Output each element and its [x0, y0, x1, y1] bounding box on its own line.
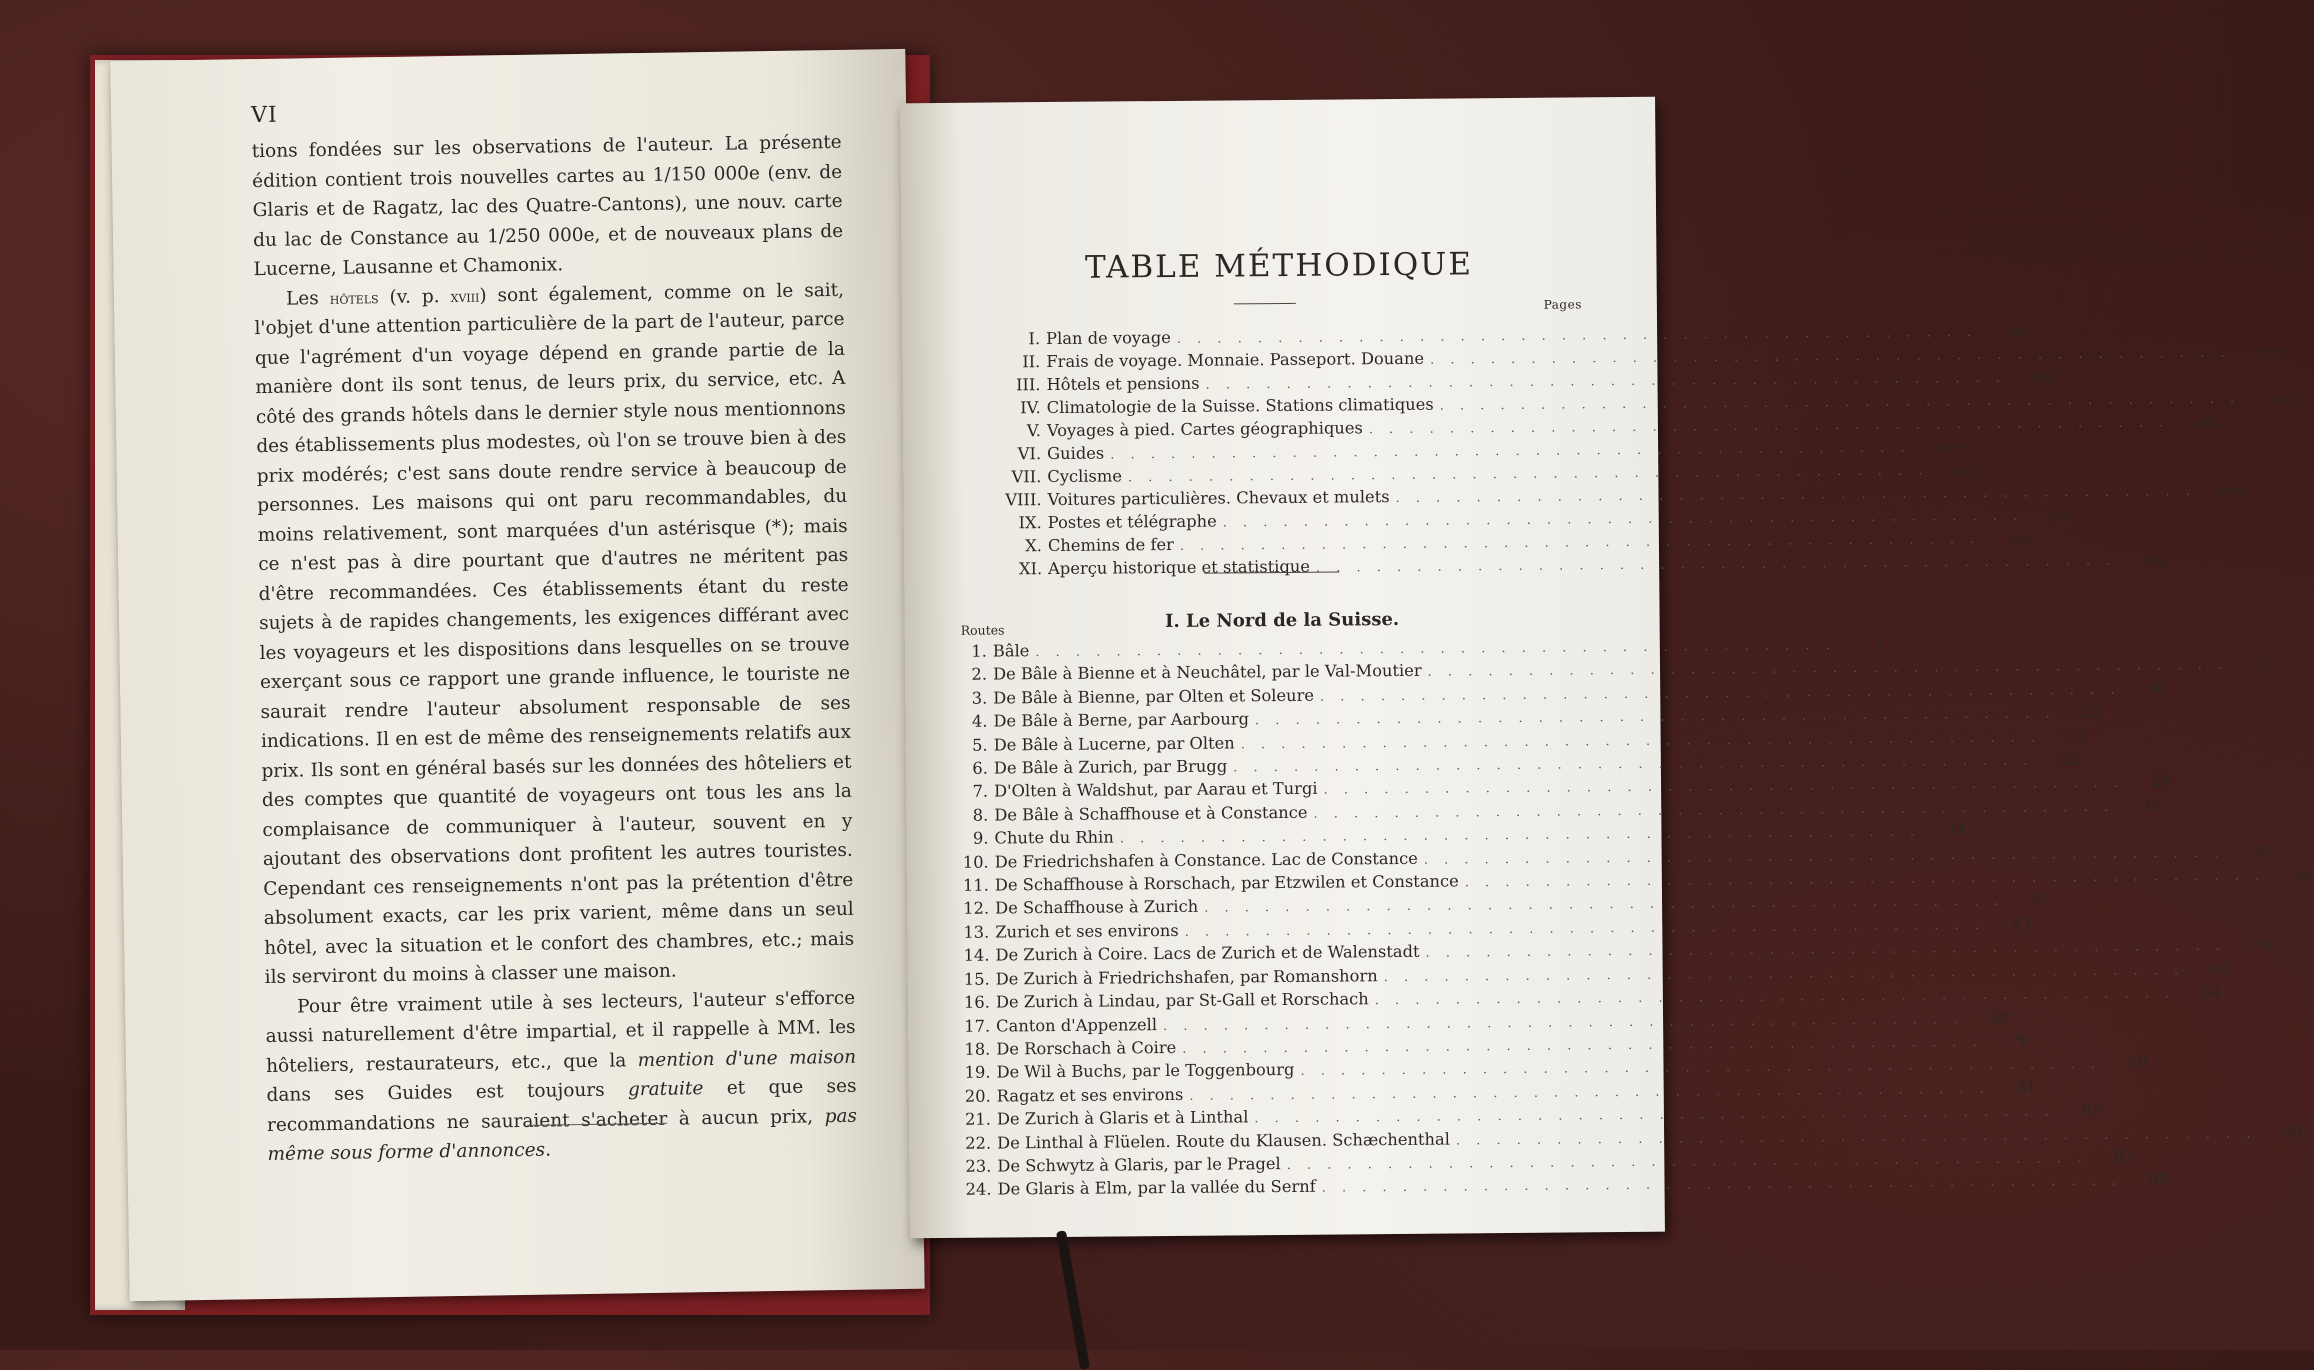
- route-entry-label: De Rorschach à Coire: [996, 1037, 1177, 1059]
- chapter-entry-label: Plan de voyage: [1046, 327, 1171, 349]
- chapter-list: [962, 323, 2291, 581]
- leader-dots: . . . . . . . . . . . . . . . . . . . . . . . . . . . . . . . . . . . . . . . .: [1374, 986, 2176, 1009]
- route-entry-page: 63: [2210, 959, 2231, 978]
- route-entry-num: 15.: [963, 969, 990, 989]
- route-entry-num: 9.: [972, 828, 989, 848]
- route-entry-page: 24: [2067, 726, 2088, 745]
- route-entry-num: 20.: [964, 1086, 991, 1106]
- route-entry-label: De Wil à Buchs, par le Toggenbourg: [996, 1060, 1295, 1082]
- chapter-entry: [964, 552, 2167, 581]
- text-run: xviii: [450, 286, 480, 306]
- leader-dots: . . . . . . . . . . . . . . . . . . . . . . . . . . . . . . . . . . . . . . . .: [1455, 1126, 2257, 1149]
- route-entry-page: 36: [2251, 842, 2271, 861]
- leader-dots: . . . . . . . . . . . . . . . . . . . . . . . . . . . . . . . . . . . . . . . .: [1127, 463, 1929, 486]
- chapter-entry-label: Guides: [1047, 443, 1105, 464]
- route-entry-num: 22.: [965, 1133, 992, 1153]
- leader-dots: . . . . . . . . . . . . . . . . . . . . . . . . . . . . . . . . . . . . . . . .: [1425, 939, 2227, 962]
- route-entry-label: De Bâle à Berne, par Aarbourg: [993, 709, 1250, 731]
- chapter-entry-page: xiii: [2010, 323, 2028, 339]
- route-entry-label: Ragatz et ses environs: [996, 1084, 1184, 1106]
- section-title: I. Le Nord de la Suisse.: [1164, 608, 1400, 633]
- route-entry-label: De Zurich à Friedrichshafen, par Romanshorn: [995, 965, 1378, 989]
- route-entry-num: 14.: [963, 945, 990, 966]
- route-entry-num: 21.: [964, 1109, 992, 1129]
- route-entry-num: 17.: [964, 1016, 991, 1036]
- chapter-entry-num: VI.: [1017, 444, 1042, 464]
- route-entry-label: De Bâle à Schaffhouse et à Constance: [994, 802, 1308, 825]
- route-entry-num: 1.: [971, 641, 987, 661]
- text-run: Pour être vraiment utile à ses lecteurs, l'auteur s'efforce aussi naturellement d'être impartial, et il rappelle à MM. les hôteliers, restaurateurs, etc., que la: [265, 987, 856, 1077]
- route-entry-page: 31: [2140, 796, 2161, 815]
- chapter-entry-page: xxx: [2010, 530, 2031, 546]
- route-entry-page: 25: [2060, 750, 2080, 769]
- leader-dots: . . . . . . . . . . . . . . . . . . . . . . . . . . . . . . . . . . . . . . . .: [1189, 1081, 1990, 1104]
- chapter-entry-label: Frais de voyage. Monnaie. Passeport. Douane: [1046, 348, 1425, 372]
- chapter-entry-page: xxiii: [2195, 413, 2220, 430]
- chapter-entry-num: VIII.: [1005, 490, 1042, 510]
- route-entry-num: 6.: [972, 758, 988, 778]
- chapter-entry-page: xxix: [2050, 507, 2074, 523]
- paragraph: [252, 128, 844, 285]
- leader-dots: . . . . . . . . . . . . . . . . . . . . . . . . . . . . . . . . . . . . . . . .: [1179, 531, 1981, 554]
- leader-dots: . . . . . . . . . . . . . . . . . . . . . . . . . . . . . . . . . . . . . . . .: [1313, 799, 2115, 822]
- route-entry-page: 95: [2148, 1170, 2169, 1189]
- route-entry-label: De Linthal à Flüelen. Route du Klausen. Schæchenthal: [997, 1129, 1450, 1153]
- chapter-entry-label: Voitures particulières. Chevaux et mulets: [1047, 487, 1390, 510]
- route-entry-num: 10.: [962, 852, 989, 872]
- route-entry-page: 3: [1872, 634, 1882, 653]
- leader-dots: . . . . . . . . . . . . . . . . . . . . . . . . . . . . . . . . . . . . . . . .: [1182, 1034, 1983, 1057]
- leader-dots: . . . . . . . . . . . . . . . . . . . . . . . . . . . . . . . . . . . . . . . .: [1233, 753, 2034, 776]
- route-entry-label: De Bâle à Zurich, par Brugg: [993, 756, 1228, 778]
- route-entry-num: 8.: [972, 805, 989, 825]
- chapter-entry-label: Voyages à pied. Cartes géographiques: [1046, 418, 1363, 441]
- chapter-entry-page: xvii: [2260, 344, 2281, 360]
- leader-dots: . . . . . . . . . . . . . . . . . . . . . . . . . . . . . . . . . . . . . . . .: [1323, 776, 2125, 799]
- route-entry-label: D'Olten à Waldshut, par Aarau et Turgi: [993, 779, 1318, 801]
- route-entry-page: 43: [2011, 914, 2032, 933]
- leader-dots: . . . . . . . . . . . . . . . . . . . . . . . . . . . . . . . . . . . . . . . .: [1427, 658, 2229, 681]
- route-entry-label: De Schwytz à Glaris, par le Pragel: [997, 1153, 1281, 1176]
- text-run: (v. p.: [378, 285, 451, 308]
- leader-dots: . . . . . . . . . . . . . . . . . . . . . . . . . . . . . . . . . . . . . . . .: [1300, 1057, 2101, 1080]
- leader-dots: . . . . . . . . . . . . . . . . . . . . . . . . . . . . . . . . . . . . . . . .: [1222, 508, 2024, 531]
- route-entry-num: 13.: [963, 922, 990, 942]
- route-entry-page: 76: [2009, 1031, 2029, 1050]
- route-entry-num: 5.: [972, 735, 988, 755]
- leader-dots: . . . . . . . . . . . . . . . . . . . . . . . . . . . . . . . . . . . . . . . .: [1162, 1011, 1964, 1034]
- leader-dots: . . . . . . . . . . . . . . . . . . . . . . . . . . . . . . . . . . . . . . . .: [1204, 894, 2005, 917]
- route-entry-page: 92: [2113, 1147, 2134, 1166]
- chapter-entry-num: V.: [1026, 421, 1042, 441]
- route-entry-page: 90: [2283, 1122, 2303, 1141]
- text-run: Les: [285, 287, 330, 310]
- leader-dots: . . . . . . . . . . . . . . . . . . . . . . . . . . . . . . . . . . . . . . . .: [1319, 682, 2121, 705]
- route-entry-label: De Bâle à Lucerne, par Olten: [993, 733, 1235, 755]
- chapter-entry-page: xviii: [2032, 369, 2057, 385]
- leader-dots: . . . . . . . . . . . . . . . . . . . . . . . . . . . . . . . . . . . . . . . .: [1439, 391, 2241, 414]
- chapter-entry-label: Cyclisme: [1047, 466, 1123, 487]
- text-run: .: [544, 1139, 552, 1161]
- pages-column-label: Pages: [1543, 297, 1582, 312]
- text-run: tions fondées sur les observations de l'auteur. La présente édition contient trois nouvelles cartes au 1/150 000e (env. de Glaris et de Ragatz, lac des Quatre-Cantons), une nouv. carte du lac de Constance au 1/250 000e, et de nouveaux plans de Lucerne, Lausanne et Chamonix.: [251, 131, 844, 281]
- route-entry-num: 3.: [971, 688, 988, 708]
- route-entry-page: 78: [2127, 1053, 2147, 1072]
- route-entry-num: 18.: [964, 1039, 991, 1059]
- route-entry-label: Chute du Rhin: [994, 827, 1114, 848]
- leader-dots: . . . . . . . . . . . . . . . . . . . . . . . . . . . . . . . . . . . . . . . .: [1383, 962, 2185, 985]
- route-entry: [949, 1170, 2169, 1203]
- chapter-entry-page: xix: [2273, 390, 2291, 406]
- leader-dots: . . . . . . . . . . . . . . . . . . . . . . . . . . . . . . . . . . . . . . . .: [1395, 484, 2197, 507]
- route-entry-num: 12.: [963, 899, 990, 919]
- paragraph: [265, 983, 858, 1169]
- chapter-entry-num: XI.: [1018, 559, 1043, 579]
- route-entry-page: 11: [2254, 654, 2275, 673]
- paragraph: [254, 275, 855, 992]
- leader-dots: . . . . . . . . . . . . . . . . . . . . . . . . . . . . . . . . . . . . . . . .: [1321, 1174, 2123, 1197]
- route-entry-num: 16.: [963, 992, 990, 1012]
- route-entry-page: 85: [2081, 1101, 2101, 1120]
- route-entry-page: 54: [2252, 935, 2273, 954]
- chapter-entry-label: Chemins de fer: [1047, 534, 1174, 556]
- leader-dots: . . . . . . . . . . . . . . . . . . . . . . . . . . . . . . . . . . . . . . . .: [1254, 1104, 2055, 1127]
- route-entry-page: 64: [2202, 982, 2222, 1002]
- route-entry-label: De Glaris à Elm, par la vallée du Sernf: [997, 1177, 1316, 1199]
- chapter-entry-num: III.: [1015, 375, 1041, 395]
- text-run: ) sont également, comme on le sait, l'objet d'une attention particulière de la part de l'auteur, parce que l'agrément d'un voyage dépend en grande partie de la manière dont ils sont tenus, de leurs prix, du service, etc. A côté des grands hôtels dans le dernier style nous mentionnons des établissements plus modestes, où l'on se trouve bien à des prix modérés; c'est sans doute rendre service à beaucoup de personnes. Les maisons qui ont paru recommandables, du moins relativement, sont marquées d'un astérisque (*); mais ce n'est pas à dire pourtant que d'autres ne méritent pas d'être recommandées. Ces établissements étant du reste sujets à de rapides changements, les exigences différant avec les voyageurs et les dispositions dans lesquelles on se trouve exerçant sous ce rapport une grande influence, le touriste ne saurait rendre l'auteur absolument responsable de ses indications. Il en est de même des renseignements relatifs aux prix. Ils sont en général basés sur les données des hôteliers et des comptes que quantité de voyageurs ont tous les ans la complaisance de communiquer à l'auteur, souvent en y ajoutant des observations dont profitent les autres touristes. Cependant ces renseignements n'ont pas la prétention d'être absolument exacts, car les prix varient, même dans un seul hôtel, avec la situation et le confort des chambres, etc.; mais ils serviront du moins à classer une maison.: [254, 279, 855, 989]
- leader-dots: . . . . . . . . . . . . . . . . . . . . . . . . . . . . . . . . . . . . . . . .: [1464, 868, 2266, 891]
- text-run: hôtels: [329, 287, 379, 308]
- route-entry-label: De Bâle à Bienne et à Neuchâtel, par le Val-Moutier: [992, 661, 1422, 684]
- chapter-entry-num: I.: [1028, 329, 1041, 349]
- chapter-entry-page: xxvi: [1937, 439, 1961, 455]
- preface-text: [252, 128, 858, 1170]
- route-entry-page: 81: [2016, 1078, 2036, 1097]
- text-run: gratuite: [627, 1078, 704, 1101]
- route-entry-page: 41: [2031, 890, 2051, 909]
- route-list: [945, 634, 2312, 1202]
- leader-dots: . . . . . . . . . . . . . . . . . . . . . . . . . . . . . . . . . . . . . . . .: [1286, 1150, 2088, 1173]
- route-entry-num: 2.: [971, 664, 988, 685]
- route-entry-num: 23.: [965, 1156, 992, 1176]
- route-entry-label: De Friedrichshafen à Constance. Lac de Constance: [994, 848, 1418, 872]
- chapter-entry-page: xxvii: [1951, 461, 1979, 478]
- route-entry-label: Canton d'Appenzell: [996, 1014, 1158, 1036]
- route-entry-page: 29: [2150, 772, 2171, 791]
- right-page: [900, 97, 2312, 1239]
- chapter-entry-num: X.: [1025, 536, 1043, 556]
- route-entry-label: De Schaffhouse à Rorschach, par Etzwilen et Constance: [994, 871, 1459, 895]
- route-entry-num: 7.: [972, 782, 989, 802]
- route-entry-num: 24.: [965, 1179, 992, 1200]
- chapter-entry-label: Aperçu historique et statistique: [1048, 556, 1311, 579]
- route-entry-label: Bâle: [992, 641, 1030, 661]
- route-entry-page: 69: [1990, 1008, 2010, 1027]
- chapter-entry-label: Postes et télégraphe: [1047, 511, 1217, 533]
- route-entry-num: 19.: [964, 1062, 991, 1083]
- page-folio: VI: [250, 102, 278, 129]
- leader-dots: . . . . . . . . . . . . . . . . . . . . . . . . . . . . . . . . . . . . . . . .: [1110, 440, 1911, 463]
- text-run: pas même sous forme d'annonces: [267, 1105, 858, 1165]
- leader-dots: . . . . . . . . . . . . . . . . . . . . . . . . . . . . . . . . . . . . . . . .: [1240, 730, 2042, 752]
- chapter-entry-label: Climatologie de la Suisse. Stations climatiques: [1046, 394, 1434, 418]
- chapter-entry-label: Hôtels et pensions: [1046, 373, 1200, 395]
- leader-dots: . . . . . . . . . . . . . . . . . . . . . . . . . . . . . . . . . . . . . . . .: [1430, 345, 2231, 368]
- chapter-entry-num: IV.: [1020, 398, 1041, 418]
- route-entry-page: 39: [2292, 865, 2312, 884]
- leader-dots: . . . . . . . . . . . . . . . . . . . . . . . . . . . . . . . . . . . . . . . .: [1368, 415, 2170, 438]
- chapter-entry-page: xxviii: [2215, 482, 2247, 498]
- route-entry-label: De Bâle à Bienne, par Olten et Soleure: [993, 685, 1315, 708]
- chapter-entry-page: xxxi: [2143, 552, 2167, 568]
- route-entry-num: 11.: [962, 875, 989, 895]
- leader-dots: . . . . . . . . . . . . . . . . . . . . . . . . . . . . . . . . . . . . . . . .: [1254, 706, 2056, 729]
- chapter-entry-num: VII.: [1011, 467, 1042, 487]
- leader-dots: . . . . . . . . . . . . . . . . . . . . . . . . . . . . . . . . . . . . . . . .: [1184, 917, 1986, 940]
- bookmark-ribbon: [1056, 1230, 1090, 1370]
- chapter-entry-num: II.: [1022, 352, 1041, 372]
- leader-dots: . . . . . . . . . . . . . . . . . . . . . . . . . . . . . . . . . . . . . . . .: [1205, 370, 2007, 393]
- route-entry-page: 34: [1947, 821, 1967, 840]
- route-entry-label: De Schaffhouse à Zurich: [995, 897, 1199, 918]
- route-entry-page: 22: [2082, 703, 2102, 722]
- leader-dots: . . . . . . . . . . . . . . . . . . . . . . . . . . . . . . . . . . . . . . . .: [1035, 638, 1836, 661]
- leader-dots: . . . . . . . . . . . . . . . . . . . . . . . . . . . . . . . . . . . . . . . .: [1119, 824, 1921, 847]
- route-entry-label: De Zurich à Coire. Lacs de Zurich et de Walenstadt: [995, 942, 1420, 965]
- routes-column-label: Routes: [960, 622, 1005, 638]
- leader-dots: . . . . . . . . . . . . . . . . . . . . . . . . . . . . . . . . . . . . . . . .: [1423, 845, 2225, 868]
- route-entry-num: 4.: [971, 711, 988, 731]
- route-entry-label: De Zurich à Lindau, par St-Gall et Rorschach: [995, 989, 1369, 1012]
- text-run: mention d'une maison: [637, 1046, 857, 1071]
- route-entry-page: 16: [2147, 679, 2167, 698]
- text-run: dans ses Guides est toujours: [266, 1079, 629, 1106]
- text-run: et que ses recommandations ne sauraient s'acheter à aucun prix,: [266, 1075, 857, 1136]
- route-entry-label: De Zurich à Glaris et à Linthal: [996, 1107, 1249, 1129]
- title-rule: [1234, 303, 1296, 305]
- route-entry-label: Zurich et ses environs: [995, 920, 1179, 942]
- chapter-entry-num: IX.: [1018, 513, 1042, 533]
- left-page: [110, 49, 924, 1301]
- toc-title: TABLE MÉTHODIQUE: [1084, 246, 1474, 286]
- leader-dots: . . . . . . . . . . . . . . . . . . . . . . . . . . . . . . . . . . . . . . . .: [1176, 324, 1978, 347]
- leader-dots: . . . . . . . . . . . . . . . . . . . . . . . . . . . . . . . . . . . . . . . .: [1315, 553, 2117, 576]
